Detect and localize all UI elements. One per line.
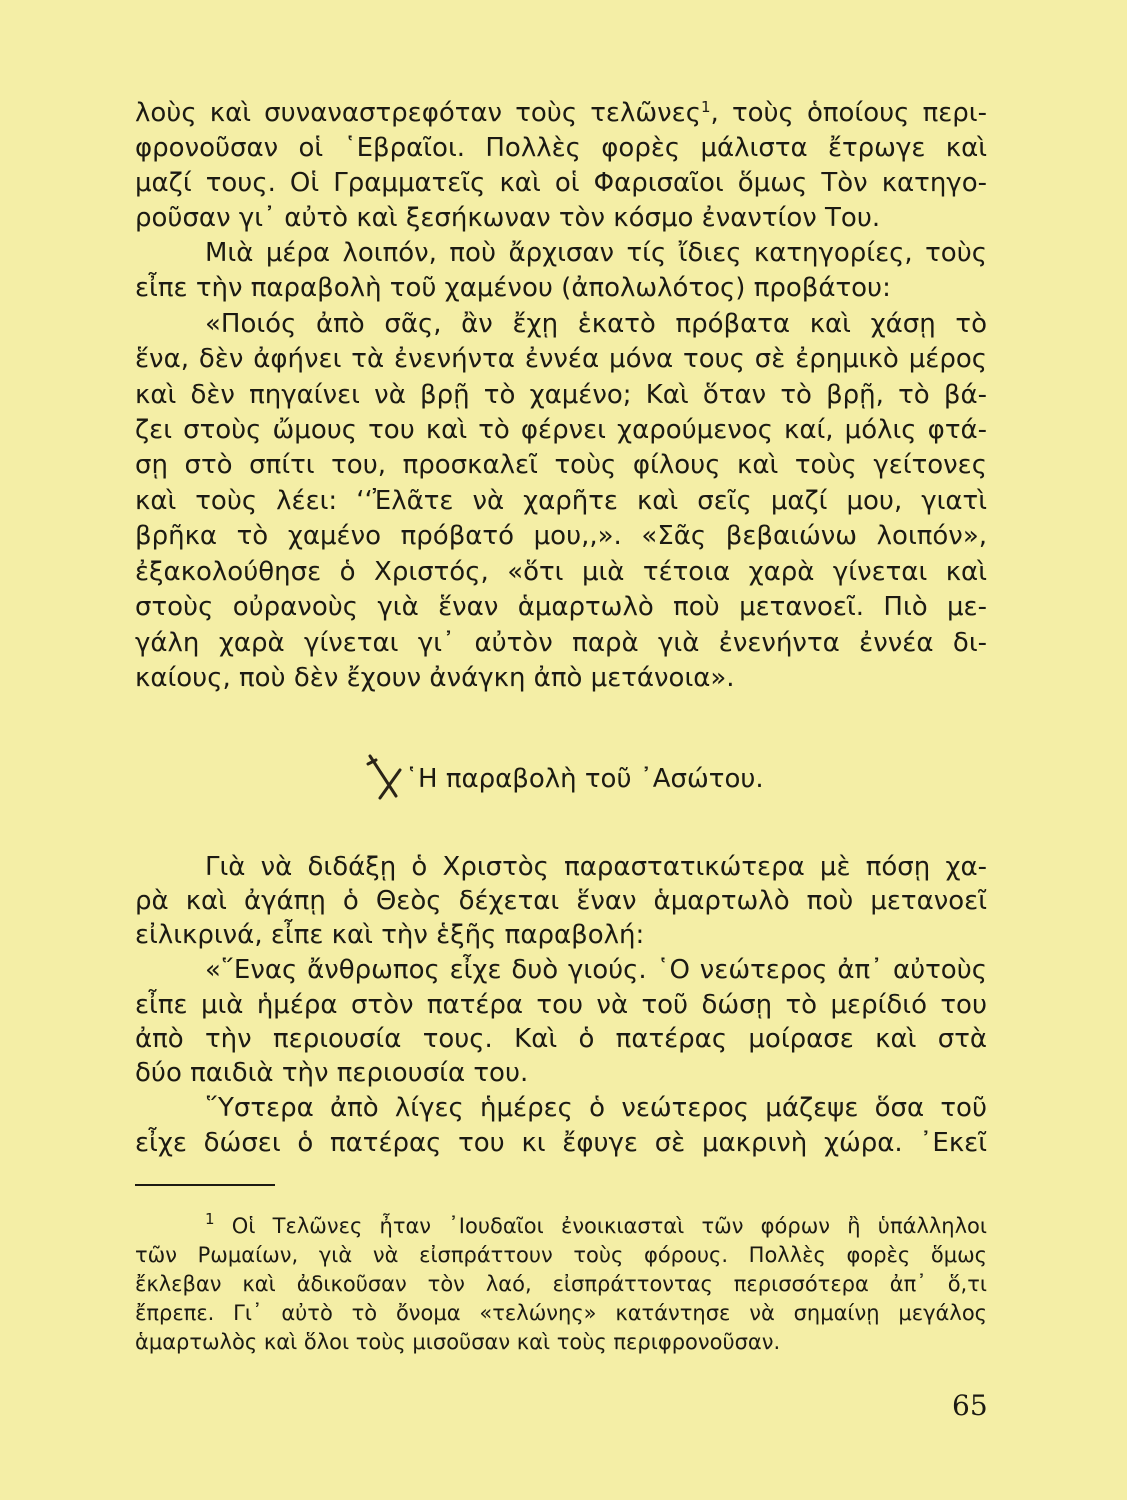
body-line-7: «Ποιός ἀπὸ σᾶς, ἂν ἔχῃ ἑκατὸ πρόβατα καὶ χάσῃ τὸ [205, 309, 987, 339]
body-line-2: φρονοῦσαν οἱ ῾Εβραῖοι. Πολλὲς φορὲς μάλιστα ἔτρωγε καὶ [135, 133, 987, 163]
body-line-11: σῃ στὸ σπίτι του, προσκαλεῖ τοὺς φίλους καὶ τοὺς γείτονες [135, 450, 987, 480]
pen-mark-icon [366, 752, 410, 804]
section-heading: ῾Η παραβολὴ τοῦ ᾿Ασώτου. [405, 764, 764, 794]
body-line-17: καίους, ποὺ δὲν ἔχουν ἀνάγκη ἀπὸ μετάνοια». [135, 663, 735, 693]
footnote-line-2: τῶν Ρωμαίων, γιὰ νὰ εἰσπράττουν τοὺς φόρους. Πολλὲς φορὲς ὅμως [135, 1243, 987, 1267]
body-line-14: ἐξακολούθησε ὁ Χριστός, «ὅτι μιὰ τέτοια χαρὰ γίνεται καὶ [135, 557, 987, 587]
body2-line-2: ρὰ καὶ ἀγάπῃ ὁ Θεὸς δέχεται ἕναν ἁμαρτωλὸ ποὺ μετανοεῖ [135, 886, 987, 916]
footnote-reference: 1 [700, 98, 711, 116]
body-line-4: ροῦσαν γι᾿ αὐτὸ καὶ ξεσήκωναν τὸν κόσμο ἐναντίον Του. [135, 203, 881, 233]
body2-line-7: δύο παιδιὰ τὴν περιουσία του. [135, 1058, 529, 1088]
body-line-8: ἕνα, δὲν ἀφήνει τὰ ἐνενήντα ἐννέα μόνα τους σὲ ἐρημικὸ μέρος [135, 344, 987, 374]
body2-line-3: εἰλικρινά, εἶπε καὶ τὴν ἑξῆς παραβολή: [135, 920, 645, 950]
body-line-13: βρῆκα τὸ χαμένο πρόβατό μου,,». «Σᾶς βεβαιώνω λοιπόν», [135, 521, 987, 551]
body-line-9: καὶ δὲν πηγαίνει νὰ βρῇ τὸ χαμένο; Καὶ ὅταν τὸ βρῇ, τὸ βά- [135, 380, 987, 410]
page-number: 65 [952, 1389, 988, 1422]
body-line-5: Μιὰ μέρα λοιπόν, ποὺ ἄρχισαν τίς ἴδιες κατηγορίες, τοὺς [205, 238, 987, 268]
body2-line-4: «῞Ενας ἄνθρωπος εἶχε δυὸ γιούς. ῾Ο νεώτερος ἀπ᾿ αὐτοὺς [205, 955, 987, 985]
footnote-line-1: $^1$ Οἱ Τελῶνες ἦταν ᾿Ιουδαῖοι ἐνοικιασταὶ τῶν φόρων ἢ ὑπάλληλοι [205, 1210, 987, 1238]
footnote-divider [135, 1184, 275, 1186]
body2-line-6: ἀπὸ τὴν περιουσία τους. Καὶ ὁ πατέρας μοίρασε καὶ στὰ [135, 1024, 987, 1054]
body-line-1: λοὺς καὶ συναναστρεφόταν τοὺς τελῶνες$^1$, τοὺς ὁποίους περι- [135, 98, 987, 128]
footnote-line-4: ἔπρεπε. Γι᾿ αὐτὸ τὸ ὄνομα «τελώνης» κατάντησε νὰ σημαίνῃ μεγάλος [135, 1301, 987, 1325]
body2-line-8: ῞Υστερα ἀπὸ λίγες ἡμέρες ὁ νεώτερος μάζεψε ὅσα τοῦ [205, 1093, 987, 1123]
body-line-6: εἶπε τὴν παραβολὴ τοῦ χαμένου (ἀπολωλότος) προβάτου: [135, 273, 891, 303]
body-line-15: στοὺς οὐρανοὺς γιὰ ἕναν ἁμαρτωλὸ ποὺ μετανοεῖ. Πιὸ με- [135, 592, 987, 622]
footnote-number: 1 [205, 1210, 215, 1228]
body2-line-9: εἶχε δώσει ὁ πατέρας του κι ἔφυγε σὲ μακρινὴ χώρα. ᾿Εκεῖ [135, 1128, 987, 1158]
body-line-10: ζει στοὺς ὤμους του καὶ τὸ φέρνει χαρούμενος καί, μόλις φτά- [135, 415, 987, 445]
body-line-3: μαζί τους. Οἱ Γραμματεῖς καὶ οἱ Φαρισαῖοι ὅμως Τὸν κατηγο- [135, 168, 987, 198]
footnote-line-3: ἔκλεβαν καὶ ἀδικοῦσαν τὸν λαό, εἰσπράττοντας περισσότερα ἀπ᾿ ὅ,τι [135, 1272, 987, 1296]
body2-line-1: Γιὰ νὰ διδάξῃ ὁ Χριστὸς παραστατικώτερα μὲ πόσῃ χα- [205, 852, 987, 882]
body-line-16: γάλη χαρὰ γίνεται γι᾿ αὐτὸν παρὰ γιὰ ἐνενήντα ἐννέα δι- [135, 628, 987, 658]
body-line-12: καὶ τοὺς λέει: ‘‘Ἐλᾶτε νὰ χαρῆτε καὶ σεῖς μαζί μου, γιατὶ [135, 486, 987, 516]
body2-line-5: εἶπε μιὰ ἡμέρα στὸν πατέρα του νὰ τοῦ δώσῃ τὸ μερίδιό του [135, 990, 987, 1020]
footnote-line-5: ἁμαρτωλὸς καὶ ὅλοι τοὺς μισοῦσαν καὶ τοὺς περιφρονοῦσαν. [135, 1330, 781, 1354]
